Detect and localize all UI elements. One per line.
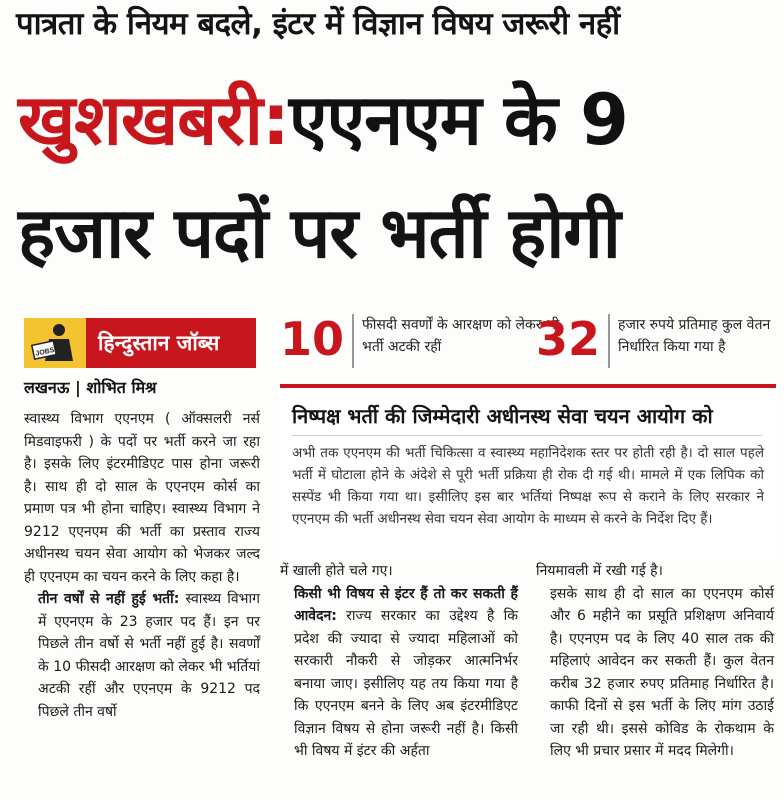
box-title: निष्पक्ष भर्ती की जिम्मेदारी अधीनस्थ सेवा चयन आयोग को [292,402,762,436]
jobs-badge-text: JOBS [34,346,56,358]
col2-paragraph-1: में खाली होते चले गए। [280,563,393,579]
kicker-headline: पात्रता के नियम बदले, इंटर में विज्ञान विषय जरूरी नहीं [16,6,620,42]
stat-divider [352,314,354,368]
stat-1-text: फीसदी सवर्णों के आरक्षण को लेकर भी भर्ती अटकी रहीं [362,317,560,355]
stat-1 [280,314,572,368]
hindustan-jobs-logo [24,318,256,368]
article-column-1 [24,408,260,723]
col2-paragraph-2-text: राज्य सरकार का उद्देश्य है कि प्रदेश की ज्यादा से ज्यादा महिलाओं को सरकारी नौकरी से जोड़कर आत्मनिर्भर बनाया जाए। इसीलिए यह तय किया गया है कि एएनएम बनने के लिए अब इंटरमीडिएट विज्ञान विषय से होना जरूरी नहीं है। किसी भी विषय में इंटर की अर्हता [294,608,518,759]
stat-divider [608,314,610,368]
stat-2-number: 32 [536,312,601,366]
sidebar-box [280,384,776,560]
article-column-2 [280,560,518,763]
headline-line1-rest: एएनएम के 9 [288,79,628,161]
jobs-figure-icon [24,318,90,368]
col3-paragraph-2: इसके साथ ही दो साल का एएनएम कोर्स और 6 महीने का प्रसूति प्रशिक्षण अनिवार्य है। एएनएम पद के लिए 40 साल तक की महिलाएं आवेदन कर सकती हैं। कुल वेतन करीब 32 हजार रुपए प्रतिमाह निर्धारित है। काफी दिनों से इस भर्ती के लिए मांग उठाई जा रही थी। इससे कोविड के रोकथाम के लिए भी प्रचार प्रसार में मदद मिलेगी। [550,585,774,759]
main-headline-line2: हजार पदों पर भर्ती होगी [18,192,620,274]
logo-name: हिन्दुस्तान जॉब्स [90,318,256,368]
stat-2-text: हजार रुपये प्रतिमाह कुल वेतन निर्धारित किया गया है [618,317,771,355]
stat-2 [536,314,784,368]
col1-paragraph-2 [24,588,260,723]
col2-paragraph-2 [280,583,518,763]
col3-paragraph-1: नियमावली में रखी गई है। [536,563,663,579]
stat-1-number: 10 [280,312,345,366]
col1-paragraph-1: स्वास्थ्य विभाग एएनएम ( ऑक्सलरी नर्स मिडवाइफरी ) के पदों पर भर्ती करने जा रहा है। इसके लिए इंटरमीडिएट पास होना जरूरी है। साथ ही दो साल के एएनएम कोर्स का प्रमाण पत्र भी होना चाहिए। स्वास्थ्य विभाग ने 9212 एएनएम की भर्ती का प्रस्ताव राज्य अधीनस्थ चयन सेवा आयोग को भेजकर जल्द ही एएनएम का चयन करने के लिए कहा है। [24,411,260,585]
col1-subhead: तीन वर्षों से नहीं हुई भर्ती: [38,591,180,607]
headline-red-part: खुशखबरी: [18,79,289,161]
byline: लखनऊ | शोभित मिश्र [24,378,157,397]
box-body: अभी तक एएनएम की भर्ती चिकित्सा व स्वास्थ्य महानिदेशक स्तर पर होती रही है। दो साल पहले भर्ती में घोटाला होने के अंदेशे से पूरी भर्ती प्रक्रिया ही रोक दी गई थी। मामले में एक लिपिक को सस्पेंड भी किया गया था। इसीलिए इस बार भर्तियां निष्पक्ष रूप से कराने के लिए सरकार ने एएनएम की भर्ती अधीनस्थ सेवा चयन सेवा आयोग के माध्यम से करने के निर्देश दिए हैं। [292,445,764,527]
article-column-3 [536,560,774,763]
col1-paragraph-2-text: स्वास्थ्य विभाग में एएनएम के 23 हजार पद हैं। इन पर पिछले तीन वर्षो से भर्ती नहीं हुई है। सवर्णों के 10 फीसदी आरक्षण को लेकर भी भर्तियां अटकी रहीं और एएनएम के 9212 पद पिछले तीन वर्षो [38,591,260,720]
col2-subhead: किसी भी विषय से इंटर हैं तो कर सकती हैं आवेदन: [294,585,518,624]
main-headline-line1 [18,72,778,168]
